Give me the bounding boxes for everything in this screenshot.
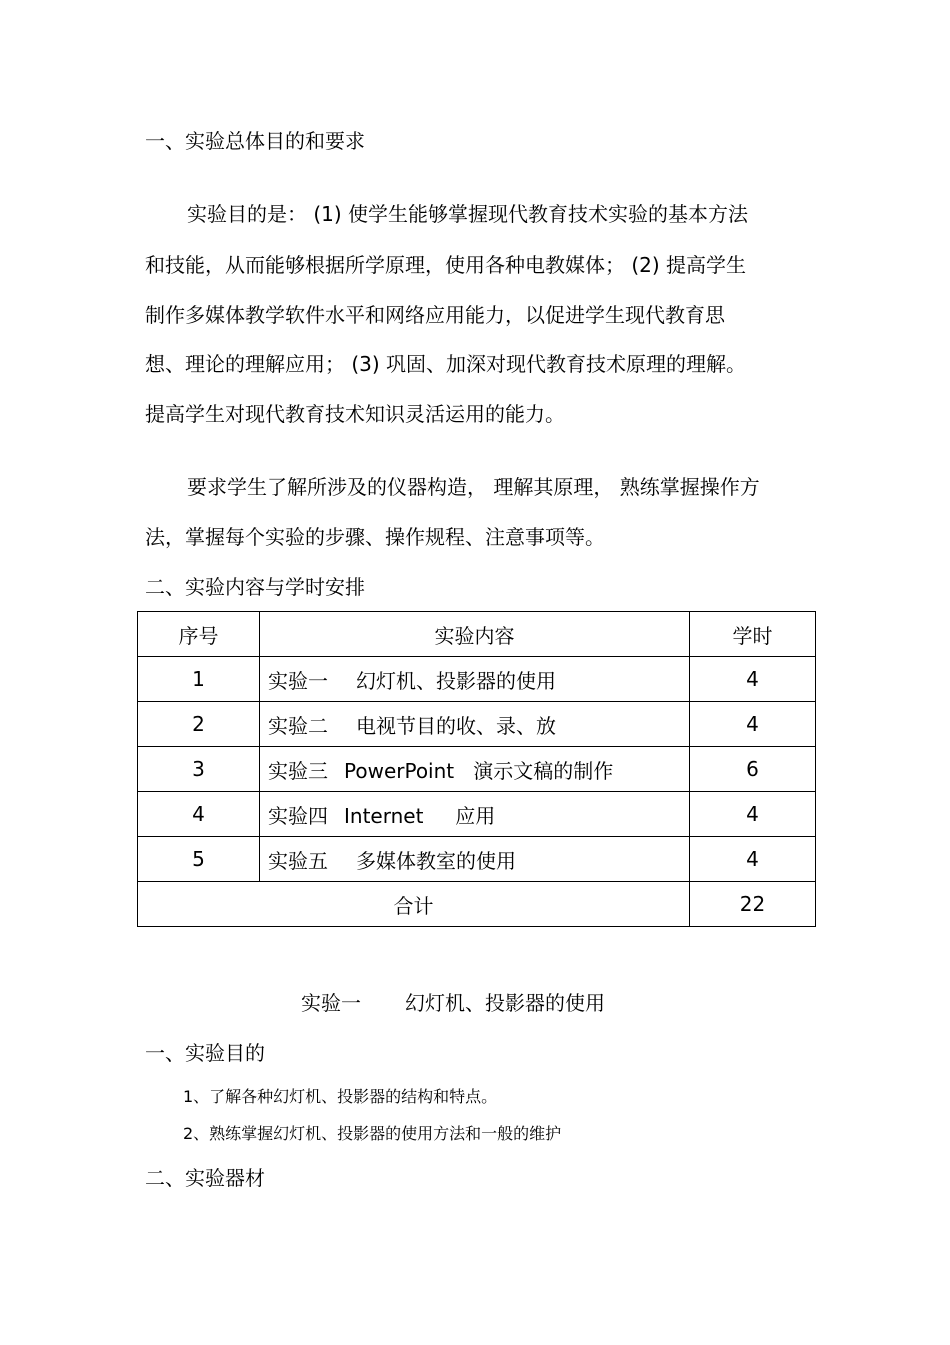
- table-header-row: [138, 612, 816, 657]
- experiment-content: 多媒体教室的使用: [356, 848, 516, 873]
- experiment-name: 实验二: [268, 713, 328, 738]
- total-label-cell: 合计: [138, 882, 690, 927]
- table-row: [138, 702, 816, 747]
- requirement-line: 法，掌握每个实验的步骤、操作规程、注意事项等。: [145, 525, 605, 549]
- table-row: [138, 837, 816, 882]
- experiment-name: 实验三: [268, 758, 328, 783]
- schedule-table: [137, 611, 816, 927]
- cell-content: [260, 792, 690, 837]
- section1-heading: 一、实验总体目的和要求: [145, 129, 365, 153]
- experiment-name: 实验五: [268, 848, 328, 873]
- experiment1-purpose-heading: 一、实验目的: [145, 1041, 265, 1065]
- cell-hours: 4: [690, 702, 816, 747]
- cell-no: 3: [138, 747, 260, 792]
- purpose-line: 和技能，从而能够根据所学原理，使用各种电教媒体； (2) 提高学生: [145, 253, 747, 277]
- purpose-item: 2、熟练掌握幻灯机、投影器的使用方法和一般的维护: [183, 1124, 562, 1143]
- cell-hours: 6: [690, 747, 816, 792]
- requirement-line: 要求学生了解所涉及的仪器构造， 理解其原理， 熟练掌握操作方: [187, 475, 760, 499]
- cell-hours: 4: [690, 837, 816, 882]
- purpose-line: 想、理论的理解应用； (3) 巩固、加深对现代教育技术原理的理解。: [145, 352, 747, 376]
- experiment-name: 实验四: [268, 803, 328, 828]
- cell-content: [260, 657, 690, 702]
- table-row: [138, 747, 816, 792]
- section2-heading: 二、实验内容与学时安排: [145, 575, 365, 599]
- cell-no: 2: [138, 702, 260, 747]
- purpose-line: 提高学生对现代教育技术知识灵活运用的能力。: [145, 402, 565, 426]
- header-cell-no: 序号: [138, 612, 260, 657]
- cell-no: 5: [138, 837, 260, 882]
- experiment-name: 实验一: [268, 668, 328, 693]
- table-total-row: [138, 882, 816, 927]
- cell-content: [260, 747, 690, 792]
- experiment1-title-name: 实验一: [301, 991, 361, 1015]
- table-row: [138, 792, 816, 837]
- cell-no: 1: [138, 657, 260, 702]
- table-row: [138, 657, 816, 702]
- experiment1-title: [301, 993, 605, 1013]
- purpose-item: 1、了解各种幻灯机、投影器的结构和特点。: [183, 1087, 498, 1106]
- experiment-content: 电视节目的收、录、放: [356, 713, 556, 738]
- cell-hours: 4: [690, 792, 816, 837]
- header-cell-content: 实验内容: [260, 612, 690, 657]
- experiment-content: PowerPoint 演示文稿的制作: [344, 758, 614, 783]
- cell-hours: 4: [690, 657, 816, 702]
- cell-content: [260, 702, 690, 747]
- total-hours-cell: 22: [690, 882, 816, 927]
- cell-content: [260, 837, 690, 882]
- header-cell-hours: 学时: [690, 612, 816, 657]
- purpose-line: 制作多媒体教学软件水平和网络应用能力，以促进学生现代教育思: [145, 303, 725, 327]
- experiment-content: Internet 应用: [344, 803, 496, 828]
- experiment1-equipment-heading: 二、实验器材: [145, 1166, 265, 1190]
- experiment1-title-content: 幻灯机、投影器的使用: [405, 991, 605, 1015]
- experiment-content: 幻灯机、投影器的使用: [356, 668, 556, 693]
- cell-no: 4: [138, 792, 260, 837]
- purpose-line: 实验目的是： (1) 使学生能够掌握现代教育技术实验的基本方法: [187, 202, 749, 226]
